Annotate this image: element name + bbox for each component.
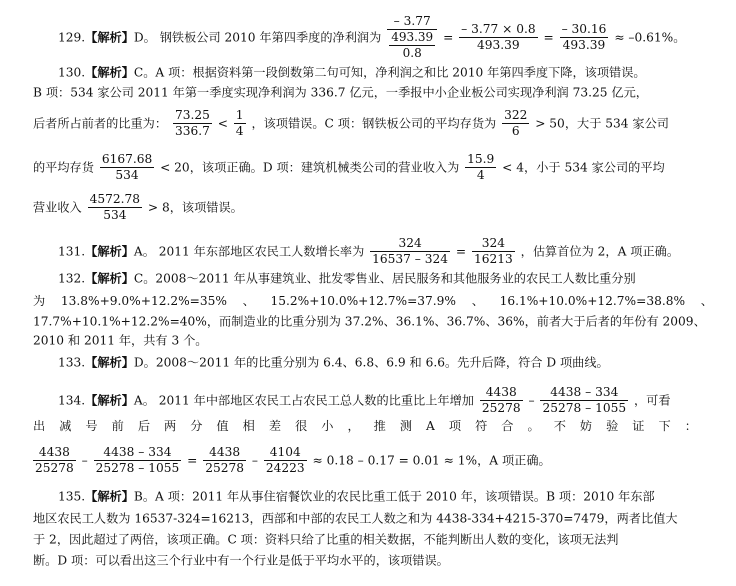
q133-line xyxy=(58,354,609,371)
q132-line-2 xyxy=(33,293,713,309)
q130-line-4 xyxy=(33,152,665,183)
q129-f1-den xyxy=(387,30,437,61)
q133-number: 133. xyxy=(58,355,86,370)
q134-line-3 xyxy=(33,445,551,476)
q129-fraction-2 xyxy=(459,22,537,53)
q134-fraction-1 xyxy=(480,385,523,416)
q130-answer: C。 xyxy=(133,65,156,80)
q130-fraction-1 xyxy=(173,108,212,139)
q129-f3-num: – 30.16 xyxy=(561,22,607,36)
q135-line-1 xyxy=(58,488,655,505)
q130-text-4c: < 4，小于 534 家公司的平均 xyxy=(502,160,665,175)
q130-text-3a: 后者所占前者的比重为： xyxy=(33,116,168,131)
q129-tag: 【解析】 xyxy=(85,30,134,45)
q129-tail: ≈ –0.61%。 xyxy=(614,30,686,45)
q134-l2-char: 出 xyxy=(33,419,46,433)
q130-f4-num: 6167.68 xyxy=(101,152,153,166)
q134-l2-char: ， xyxy=(347,419,360,433)
q131-tag: 【解析】 xyxy=(85,244,134,259)
q132-text-1: 2008～2011 年从事建筑业、批发零售业、居民服务和其他服务业的农民工人数比重分别 xyxy=(155,271,636,286)
q131-number: 131. xyxy=(58,244,86,259)
q134-text-2: ，可看 xyxy=(633,393,671,408)
q130-text-3b: ，该项错误。C 项：钢铁板公司的平均存货为 xyxy=(251,116,497,131)
q130-text-5b: > 8，该项错误。 xyxy=(147,200,243,215)
q135-number: 135. xyxy=(58,489,86,504)
q129-text: 钢铁板公司 2010 年第四季度的净利润为 xyxy=(159,30,382,45)
q134-g-fraction-3 xyxy=(203,445,246,476)
q134-l2-char: 项 xyxy=(448,419,462,433)
q130-line-2 xyxy=(33,84,648,101)
q132-line-3 xyxy=(33,313,706,330)
q134-g-minus-2: – xyxy=(251,453,258,468)
q129-eq-2: = xyxy=(543,30,554,45)
q132-line-1 xyxy=(58,270,636,287)
q134-f1-num: 4438 xyxy=(480,385,523,401)
q130-f5-den: 4 xyxy=(476,168,485,182)
q134-l2-char: 测 xyxy=(399,419,413,433)
q134-g-minus-1: – xyxy=(81,453,88,468)
q134-g4-num: 4104 xyxy=(264,445,307,461)
q129-answer: D。 xyxy=(133,30,156,45)
q130-f6-den: 534 xyxy=(103,208,127,222)
q131-line xyxy=(58,236,679,267)
q134-l2-char: 后 xyxy=(137,419,150,433)
q129-number: 129. xyxy=(58,30,86,45)
q134-answer: A。 xyxy=(133,393,155,408)
q131-f1-den: 16537 – 324 xyxy=(372,252,449,266)
q134-f2-num: 4438 – 334 xyxy=(540,385,628,401)
q134-l2-char: 验 xyxy=(606,419,619,433)
q131-fraction-1 xyxy=(370,236,450,267)
q129-f1-inner-den: 0.8 xyxy=(389,45,435,61)
q134-l2-char: 推 xyxy=(373,419,386,433)
q134-g-eq: = xyxy=(187,453,198,468)
q130-fraction-3 xyxy=(502,108,529,139)
q134-l2-char: 号 xyxy=(85,419,98,433)
q134-l2-char: 差 xyxy=(268,419,282,433)
q131-f2-num: 324 xyxy=(472,236,515,252)
q132-text-3: 17.7%+10.1%+12.2%=40%，而制造业的比重分别为 37.2%、36.1%、36.7%、36%，前者大于后者的年份有 2009、 xyxy=(33,314,706,329)
q134-g3-num: 4438 xyxy=(203,445,246,461)
q132-line-4 xyxy=(33,332,207,349)
q130-f1-num: 73.25 xyxy=(174,108,210,122)
q129-f1-inner-num: 493.39 xyxy=(391,30,434,44)
q134-l2-char: 分 xyxy=(190,419,203,433)
q132-text-4: 2010 和 2011 年，共有 3 个。 xyxy=(33,333,208,348)
q132-l2-sep: 、 xyxy=(700,294,713,308)
q130-f3-den: 6 xyxy=(511,124,520,138)
q135-line-2 xyxy=(33,510,678,527)
q129-f2-num: – 3.77 × 0.8 xyxy=(461,22,536,36)
q132-number: 132. xyxy=(58,271,86,286)
q131-answer: A。 xyxy=(133,244,155,259)
q129-f2-den: 493.39 xyxy=(477,38,520,52)
q134-l2-char: 减 xyxy=(59,419,72,433)
q134-l2-char: 妨 xyxy=(579,419,593,433)
q135-line-4 xyxy=(33,552,449,569)
q130-text-2: B 项：534 家公司 2011 年第一季度实现净利润为 336.7 亿元，一季报中小企业板公司实现净利润 73.25 亿元， xyxy=(33,85,648,100)
q135-text-3: 于 2，因此超过了两倍，该项正确。C 项：资料只给了比重的相关数据，不能判断出人数的变化，该项无法判 xyxy=(33,532,619,547)
q131-text-1: 2011 年东部地区农民工人数增长率为 xyxy=(158,244,365,259)
q134-l2-char: 小 xyxy=(321,419,334,433)
q134-l2-char: 证 xyxy=(632,419,645,433)
q134-l2-char: 。 xyxy=(527,419,540,433)
q134-tag: 【解析】 xyxy=(85,393,134,408)
q132-answer: C。 xyxy=(133,271,156,286)
q133-text: 2008～2011 年的比重分别为 6.4、6.8、6.9 和 6.6。先升后降，符合 D 项曲线。 xyxy=(155,355,609,370)
q134-tail: ≈ 0.18 – 0.17 = 0.01 ≈ 1%，A 项正确。 xyxy=(312,453,551,468)
q134-g4-den: 24223 xyxy=(265,461,305,475)
q132-l2-word: 为 xyxy=(33,294,46,308)
q130-f4-den: 534 xyxy=(115,168,139,182)
q130-f6-num: 4572.78 xyxy=(89,192,141,206)
q130-f2-den: 4 xyxy=(235,124,244,138)
q130-fraction-2 xyxy=(234,108,246,139)
q132-tag: 【解析】 xyxy=(85,271,134,286)
q134-g3-den: 25278 xyxy=(205,461,245,475)
q131-fraction-2 xyxy=(472,236,515,267)
q131-f1-num: 324 xyxy=(370,236,450,252)
q134-l2-char: 值 xyxy=(216,419,229,433)
q130-text-5a: 营业收入 xyxy=(33,200,82,215)
q129-eq-1: = xyxy=(443,30,454,45)
q132-l2-sum-2009: 15.2%+10.0%+12.7%=37.9% xyxy=(270,294,457,308)
q135-tag: 【解析】 xyxy=(85,489,134,504)
q132-l2-sum-2010: 16.1%+10.0%+12.7%=38.8% xyxy=(499,294,686,308)
q130-text-3c: > 50，大于 534 家公司 xyxy=(535,116,669,131)
q134-g-fraction-2 xyxy=(94,445,182,476)
q135-line-3 xyxy=(33,531,618,548)
q134-g2-num: 4438 – 334 xyxy=(94,445,182,461)
q131-f2-den: 16213 xyxy=(474,252,513,266)
q134-g-fraction-1 xyxy=(33,445,76,476)
q132-l2-sep: 、 xyxy=(242,294,255,308)
q134-l2-char: 符 xyxy=(475,419,488,433)
q129-fraction-1 xyxy=(387,14,437,61)
q130-fraction-5 xyxy=(465,152,496,183)
q135-answer: B。 xyxy=(133,489,156,504)
q130-line-5 xyxy=(33,192,243,223)
q134-line-2 xyxy=(33,418,697,434)
q134-g2-den: 25278 – 1055 xyxy=(95,461,180,475)
q129-fraction-3 xyxy=(560,22,609,53)
q129-f1-num: – 3.77 xyxy=(387,14,437,30)
q135-text-1: A 项：2011 年从事住宿餐饮业的农民比重工低于 2010 年，该项错误。B 项：2010 年东部 xyxy=(155,489,655,504)
q130-lt: < xyxy=(217,116,228,131)
q130-line-3 xyxy=(33,108,669,139)
q134-l2-char: 不 xyxy=(553,419,566,433)
q132-l2-sum-2008: 13.8%+9.0%+12.2%=35% xyxy=(60,294,227,308)
q134-l2-char: 两 xyxy=(164,419,177,433)
q130-line-1 xyxy=(58,64,646,81)
q130-f1-den: 336.7 xyxy=(174,124,210,138)
q134-g1-num: 4438 xyxy=(33,445,76,461)
q134-f2-den: 25278 – 1055 xyxy=(542,401,627,415)
q130-f5-num: 15.9 xyxy=(467,152,495,166)
q134-line-1 xyxy=(58,385,671,416)
q134-l2-char: 前 xyxy=(111,419,124,433)
q130-f2-num: 1 xyxy=(235,108,244,122)
q130-text-4b: < 20，该项正确。D 项：建筑机械类公司的营业收入为 xyxy=(160,160,460,175)
q133-answer: D。 xyxy=(133,355,156,370)
q130-text-4a: 的平均存货 xyxy=(33,160,94,175)
q134-l2-char: ： xyxy=(684,419,697,433)
q135-text-4: 断。D 项：可以看出这三个行业中有一个行业是低于平均水平的，该项错误。 xyxy=(33,553,449,568)
q134-l2-char: 相 xyxy=(242,419,255,433)
q134-number: 134. xyxy=(58,393,86,408)
q130-fraction-6 xyxy=(88,192,142,223)
q130-number: 130. xyxy=(58,65,86,80)
q134-fraction-2 xyxy=(540,385,628,416)
q129-line xyxy=(58,14,685,61)
q134-g1-den: 25278 xyxy=(35,461,74,475)
q134-l2-char: A xyxy=(426,419,435,433)
q129-f3-den: 493.39 xyxy=(562,38,606,52)
q135-text-2: 地区农民工人数为 16537-324=16213，西部和中部的农民工人数之和为 4438-334+4215-370=7479，两者比值大 xyxy=(33,511,678,526)
q131-text-2: ，估算首位为 2，A 项正确。 xyxy=(520,244,680,259)
q132-l2-sep: 、 xyxy=(471,294,484,308)
q130-fraction-4 xyxy=(100,152,154,183)
q134-l2-char: 很 xyxy=(295,419,308,433)
q134-g-fraction-4 xyxy=(264,445,307,476)
q134-minus: – xyxy=(528,393,535,408)
q133-tag: 【解析】 xyxy=(85,355,134,370)
q134-l2-char: 合 xyxy=(501,419,514,433)
q134-text-1: 2011 年中部地区农民工占农民工总人数的比重比上年增加 xyxy=(158,393,474,408)
q130-text-1: A 项：根据资料第一段倒数第二句可知，净利润之和比 2010 年第四季度下降，该项错误。 xyxy=(155,65,646,80)
q134-f1-den: 25278 xyxy=(481,401,521,415)
q134-l2-char: 下 xyxy=(658,419,671,433)
q130-f3-num: 322 xyxy=(504,108,528,122)
q131-eq: = xyxy=(455,244,467,259)
q130-tag: 【解析】 xyxy=(85,65,134,80)
